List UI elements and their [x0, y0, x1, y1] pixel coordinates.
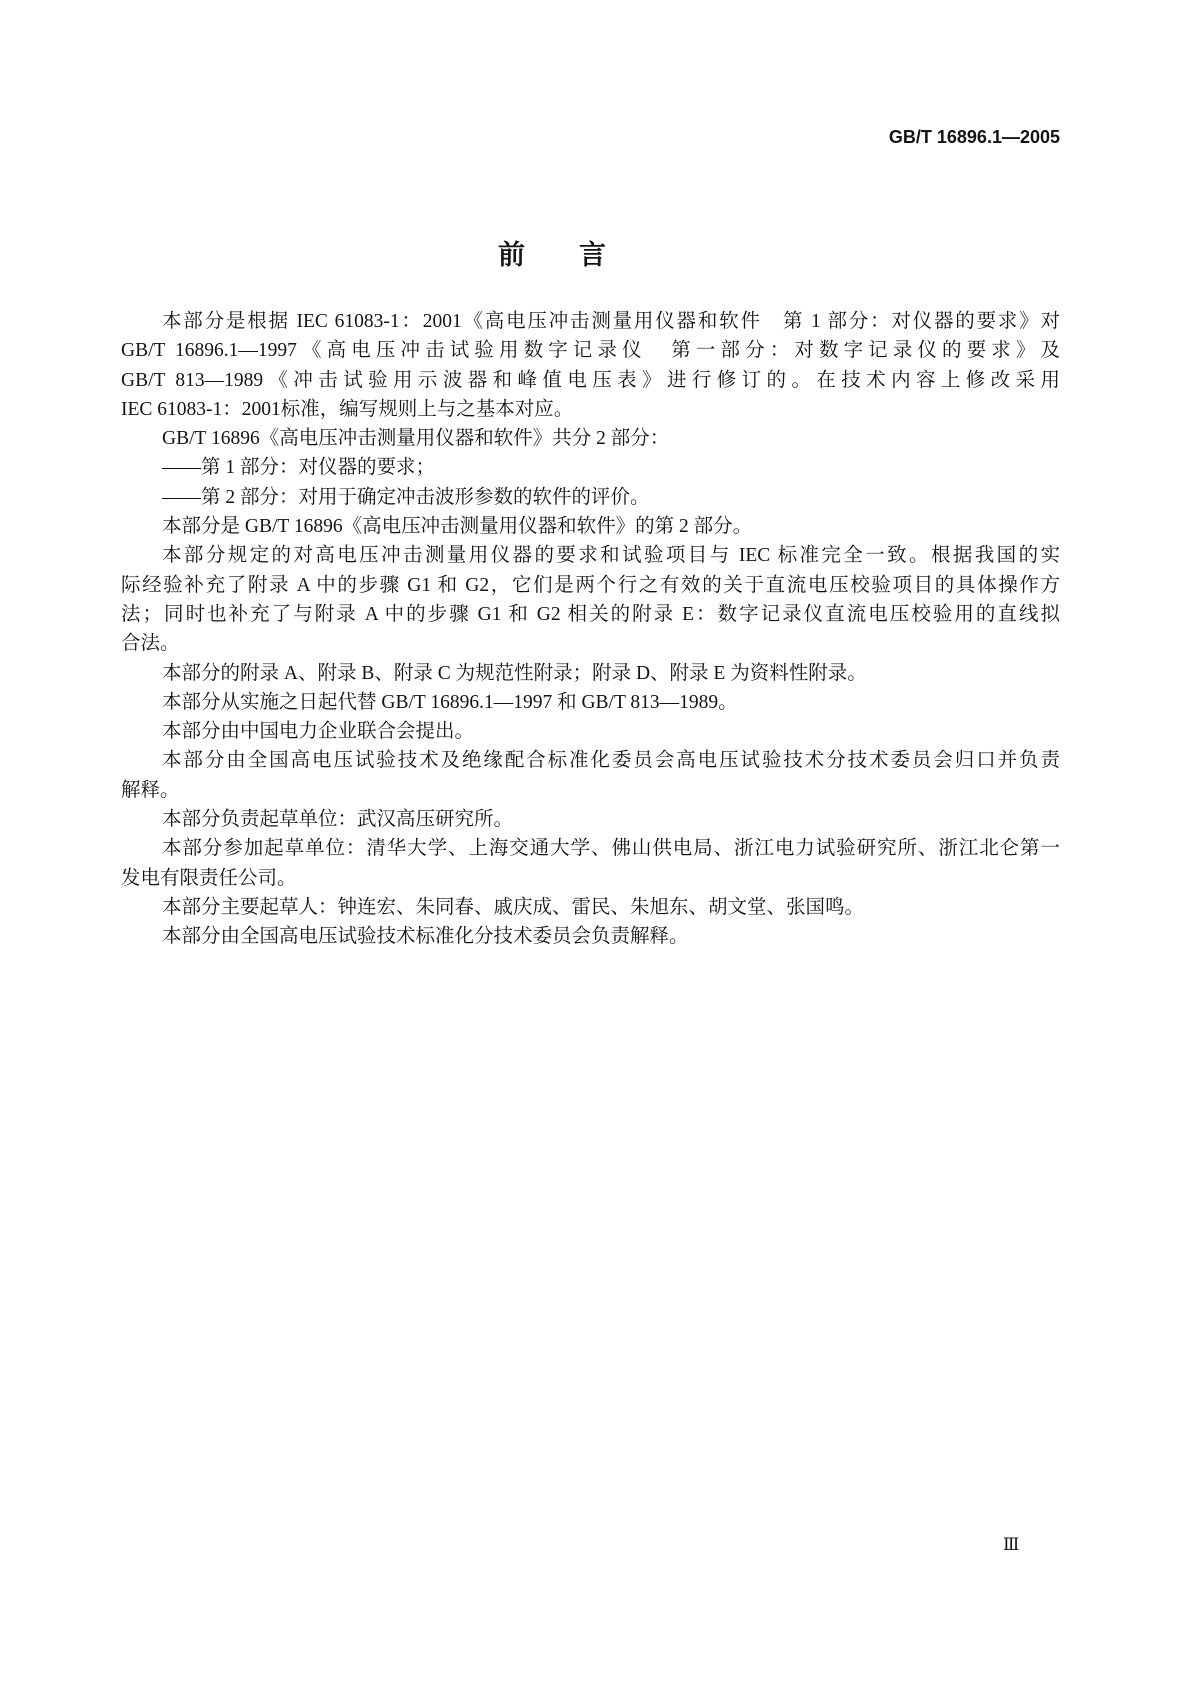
paragraph-6 [121, 688, 1060, 717]
paragraph-line: IEC 61083-1：2001标准，编写规则上与之基本对应。 [121, 398, 574, 420]
standard-number: GB/T 16896.1—2005 [888, 127, 1060, 147]
paragraph-line: ——第 2 部分：对用于确定冲击波形参数的软件的评价。 [162, 486, 650, 508]
paragraph-5 [121, 659, 1060, 688]
paragraph-line: 本部分由中国电力企业联合会提出。 [162, 721, 475, 743]
paragraph-line: 解释。 [121, 779, 180, 801]
paragraph-line: 本部分是根据 IEC 61083-1：2001《高电压冲击测量用仪器和软件 第 1 部分：对仪器的要求》对 [162, 311, 1060, 332]
page-number: Ⅲ [1003, 1535, 1020, 1554]
paragraph-line: ——第 1 部分：对仪器的要求； [162, 457, 436, 479]
paragraph-9 [121, 805, 1060, 834]
paragraph-line: GB/T 813—1989《冲击试验用示波器和峰值电压表》进行修订的。在技术内容上修改采用 [121, 369, 1060, 391]
paragraph-10 [121, 834, 1060, 893]
paragraph-line: 本部分参加起草单位：清华大学、上海交通大学、佛山供电局、浙江电力试验研究所、浙江北仑第一 [162, 838, 1060, 860]
page-title: 前 言 [498, 240, 606, 271]
paragraph-line: 本部分规定的对高电压冲击测量用仪器的要求和试验项目与 IEC 标准完全一致。根据我国的实 [162, 545, 1060, 567]
paragraph-4 [121, 541, 1060, 658]
paragraph-line: 本部分主要起草人：钟连宏、朱同春、戚庆成、雷民、朱旭东、胡文堂、张国鸣。 [162, 896, 865, 918]
paragraph-line: 本部分从实施之日起代替 GB/T 16896.1—1997 和 GB/T 813—1989。 [162, 691, 738, 713]
paragraph-7 [121, 717, 1060, 746]
paragraph-line: 本部分的附录 A、附录 B、附录 C 为规范性附录；附录 D、附录 E 为资料性附录。 [162, 662, 867, 684]
list-item-part-1 [121, 453, 1060, 482]
paragraph-line: 发电有限责任公司。 [121, 867, 297, 889]
paragraph-line: 本部分由全国高电压试验技术标准化分技术委员会负责解释。 [162, 926, 689, 948]
paragraph-line: 合法。 [121, 633, 180, 655]
paragraph-11 [121, 893, 1060, 922]
paragraph-8 [121, 746, 1060, 805]
paragraph-1 [121, 307, 1060, 424]
paragraph-line: GB/T 16896.1—1997《高电压冲击试验用数字记录仪 第一部分：对数字记录仪的要求》及 [121, 340, 1060, 362]
paragraph-line: 法；同时也补充了与附录 A 中的步骤 G1 和 G2 相关的附录 E：数字记录仪直流电压校验用的直线拟 [121, 603, 1060, 625]
foreword-body [121, 307, 1060, 952]
paragraph-2 [121, 424, 1060, 453]
paragraph-line: 本部分是 GB/T 16896《高电压冲击测量用仪器和软件》的第 2 部分。 [162, 516, 753, 538]
paragraph-line: 本部分负责起草单位：武汉高压研究所。 [162, 809, 514, 831]
paragraph-line: 本部分由全国高电压试验技术及绝缘配合标准化委员会高电压试验技术分技术委员会归口并负责 [162, 750, 1060, 772]
list-item-part-2 [121, 483, 1060, 512]
paragraph-line: GB/T 16896《高电压冲击测量用仪器和软件》共分 2 部分： [162, 428, 670, 450]
paragraph-12 [121, 922, 1060, 951]
paragraph-3 [121, 512, 1060, 541]
paragraph-line: 际经验补充了附录 A 中的步骤 G1 和 G2，它们是两个行之有效的关于直流电压校验项目的具体操作方 [121, 574, 1060, 596]
